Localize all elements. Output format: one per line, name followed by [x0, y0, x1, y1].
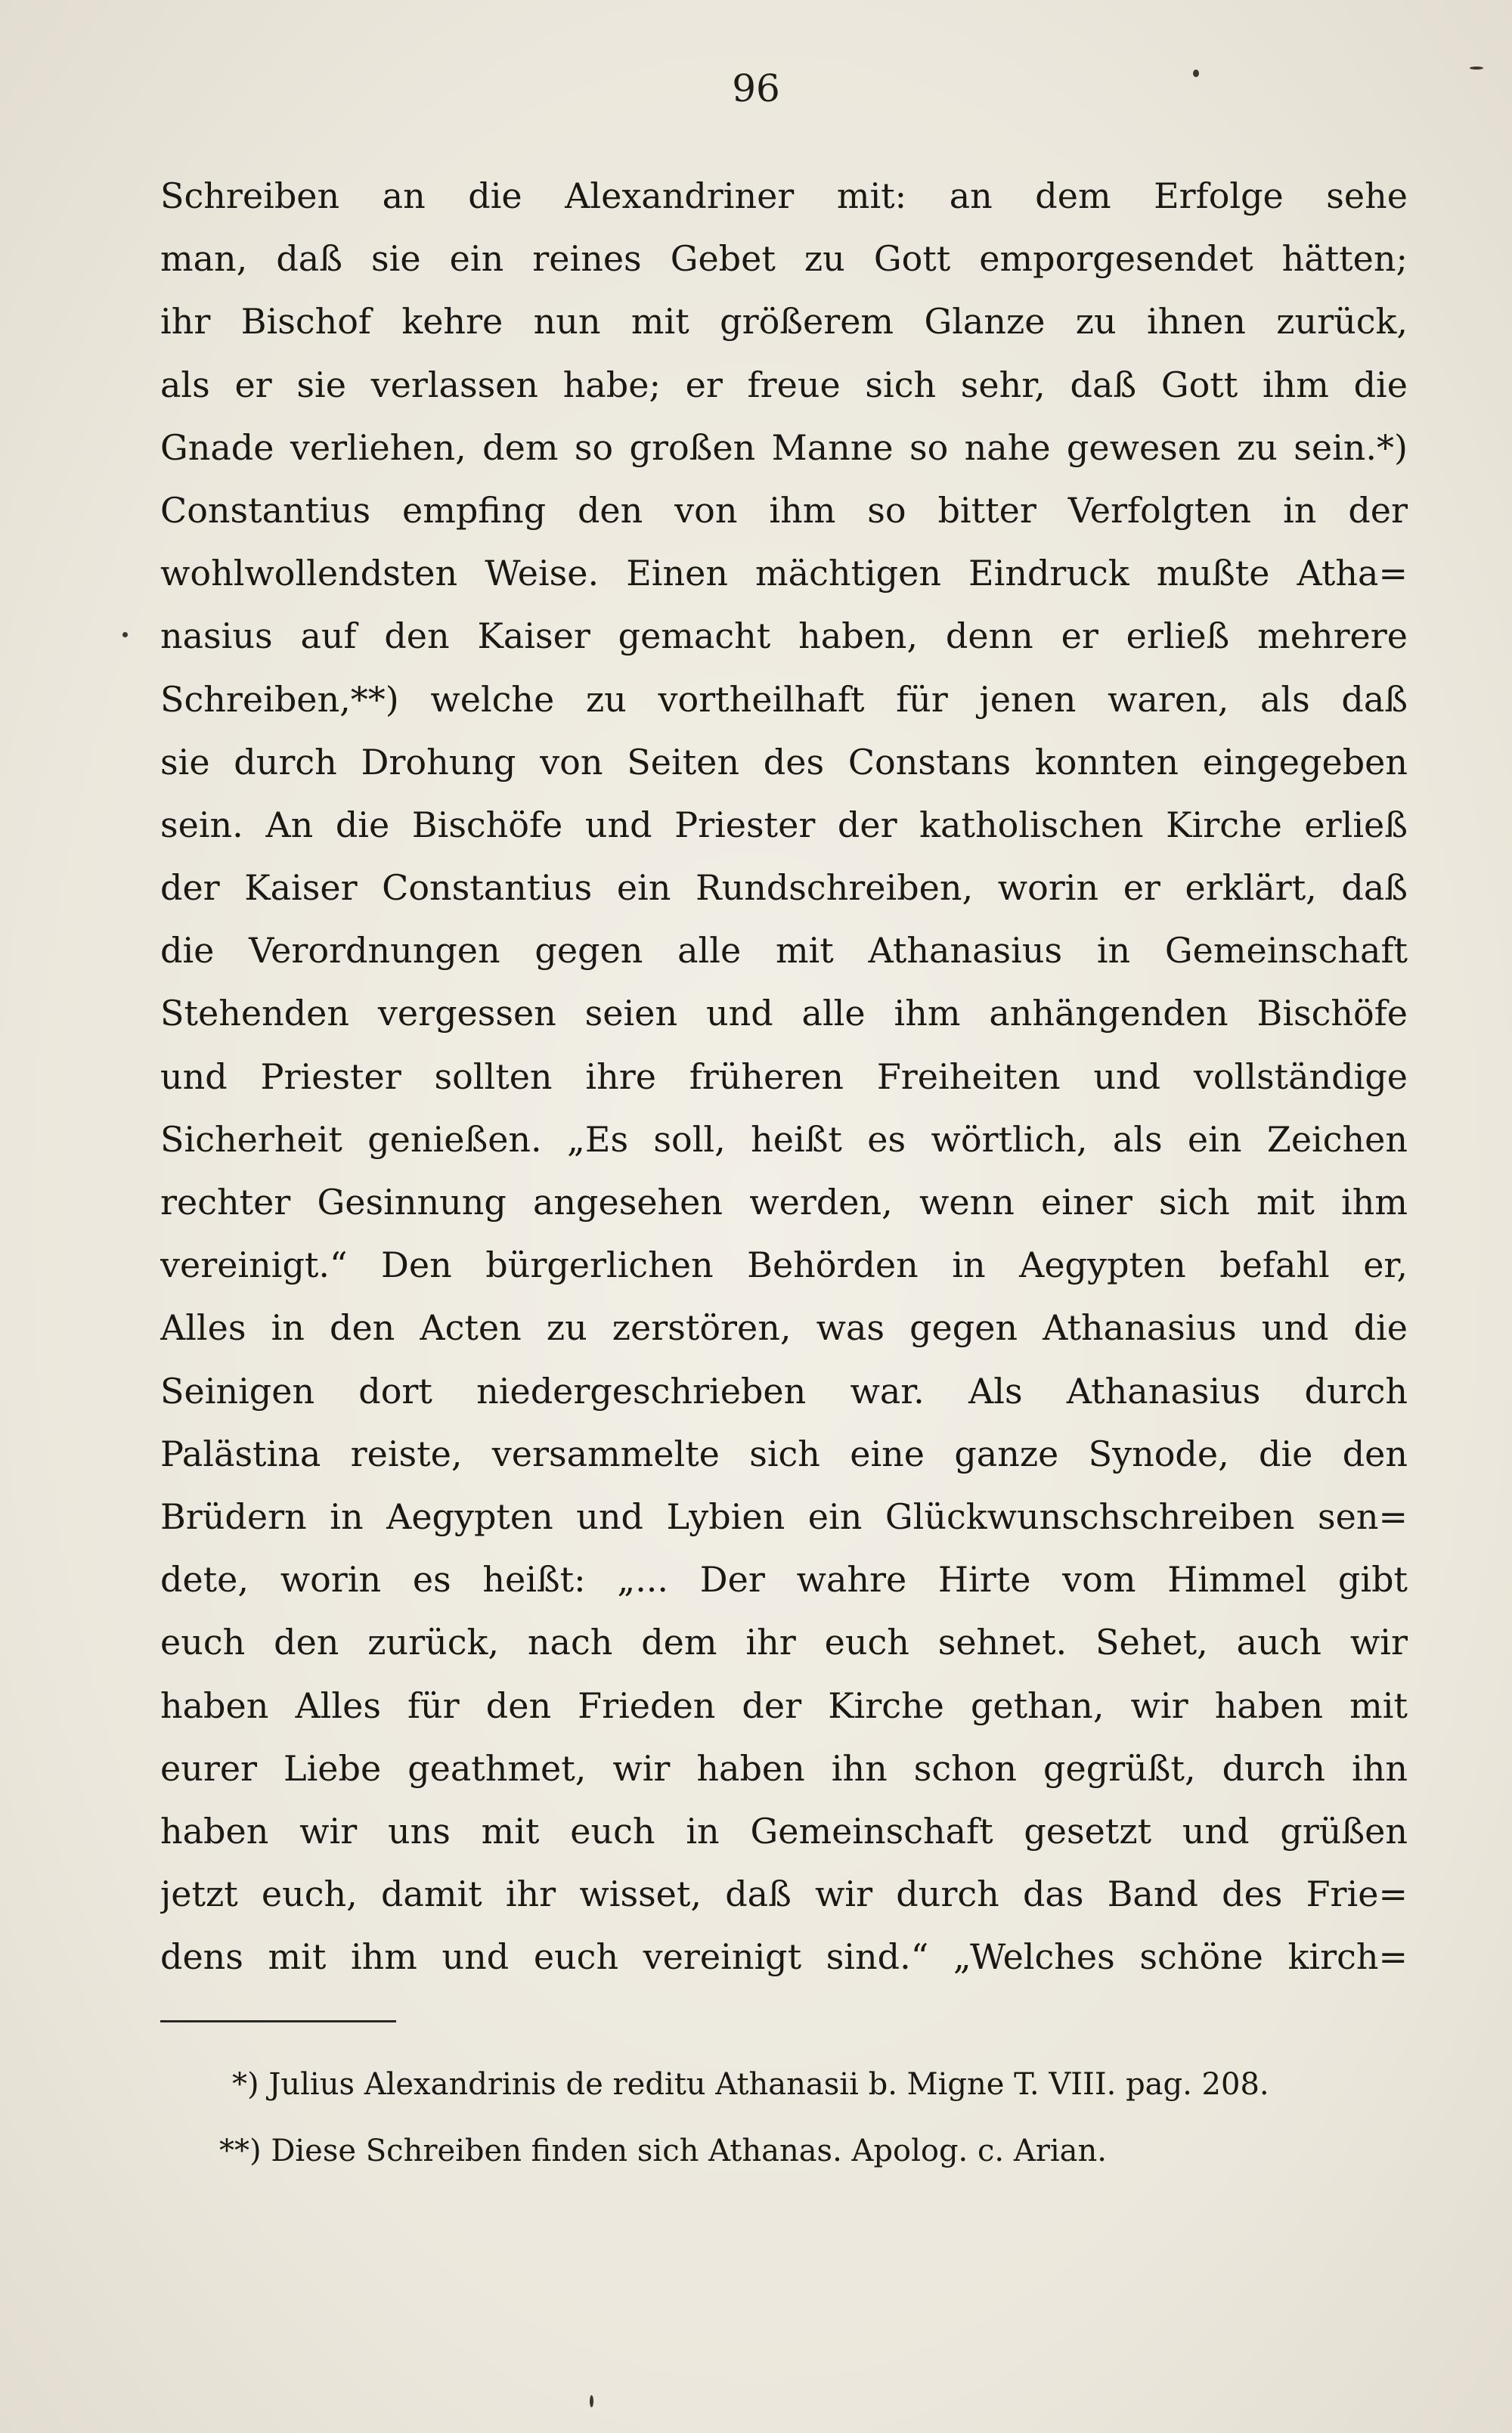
text-line: und Priester sollten ihre früheren Freiheiten und vollständige: [160, 1055, 1408, 1097]
text-line: Palästina reiste, versammelte sich eine ganze Synode, die den: [160, 1433, 1408, 1474]
paper-speck: [590, 2395, 593, 2407]
paper-speck: [1193, 70, 1199, 77]
paper-speck: [122, 632, 128, 637]
text-line: die Verordnungen gegen alle mit Athanasius in Gemeinschaft: [160, 930, 1408, 972]
text-line: Constantius empfing den von ihm so bitter Verfolgten in der: [160, 489, 1408, 531]
text-line: Stehenden vergessen seien und alle ihm anhängenden Bischöfe: [160, 993, 1408, 1034]
text-line: haben wir uns mit euch in Gemeinschaft gesetzt und grüßen: [160, 1810, 1408, 1852]
text-line: Schreiben an die Alexandriner mit: an dem Erfolge sehe: [160, 175, 1408, 216]
text-line: man, daß sie ein reines Gebet zu Gott emporgesendet hätten;: [160, 238, 1408, 280]
footnote-2: **) Diese Schreiben finden sich Athanas. Apolog. c. Arian.: [219, 2134, 1107, 2168]
text-line: rechter Gesinnung angesehen werden, wenn einer sich mit ihm: [160, 1182, 1408, 1223]
text-line: Brüdern in Aegypten und Lybien ein Glückwunschschreiben sen=: [160, 1495, 1408, 1537]
text-line: sein. An die Bischöfe und Priester der katholischen Kirche erließ: [160, 804, 1408, 845]
footnotes: [160, 2064, 1408, 2171]
body-text: [160, 165, 1408, 1988]
text-line: Gnade verliehen, dem so großen Manne so nahe gewesen zu sein.*): [160, 426, 1408, 468]
text-line: Schreiben,**) welche zu vortheilhaft für jenen waren, als daß: [160, 678, 1408, 720]
text-line: Seinigen dort niedergeschrieben war. Als Athanasius durch: [160, 1370, 1408, 1412]
text-line: Sicherheit genießen. „Es soll, heißt es wörtlich, als ein Zeichen: [160, 1118, 1408, 1160]
text-line: wohlwollendsten Weise. Einen mächtigen Eindruck mußte Atha=: [160, 553, 1408, 594]
text-line: jetzt euch, damit ihr wisset, daß wir durch das Band des Frie=: [160, 1874, 1408, 1915]
text-line: vereinigt.“ Den bürgerlichen Behörden in Aegypten befahl er,: [160, 1244, 1408, 1286]
text-line: als er sie verlassen habe; er freue sich sehr, daß Gott ihm die: [160, 364, 1408, 405]
text-line: euch den zurück, nach dem ihr euch sehnet. Sehet, auch wir: [160, 1622, 1408, 1663]
text-line: nasius auf den Kaiser gemacht haben, denn er erließ mehrere: [160, 615, 1408, 657]
footnote-divider: [160, 2020, 396, 2022]
footnote-1: *) Julius Alexandrinis de reditu Athanasii b. Migne T. VIII. pag. 208.: [232, 2067, 1269, 2102]
text-line: sie durch Drohung von Seiten des Constans konnten eingegeben: [160, 741, 1408, 783]
text-line: haben Alles für den Frieden der Kirche gethan, wir haben mit: [160, 1685, 1408, 1726]
text-line: der Kaiser Constantius ein Rundschreiben, worin er erklärt, daß: [160, 867, 1408, 909]
text-line: Alles in den Acten zu zerstören, was gegen Athanasius und die: [160, 1307, 1408, 1349]
text-line: eurer Liebe geathmet, wir haben ihn schon gegrüßt, durch ihn: [160, 1747, 1408, 1789]
text-line: ihr Bischof kehre nun mit größerem Glanze zu ihnen zurück,: [160, 301, 1408, 342]
text-line: dens mit ihm und euch vereinigt sind.“ „Welches schöne kirch=: [160, 1936, 1408, 1978]
paper-speck: [1470, 67, 1483, 70]
page-number: 96: [732, 67, 780, 110]
text-line: dete, worin es heißt: „... Der wahre Hirte vom Himmel gibt: [160, 1559, 1408, 1601]
